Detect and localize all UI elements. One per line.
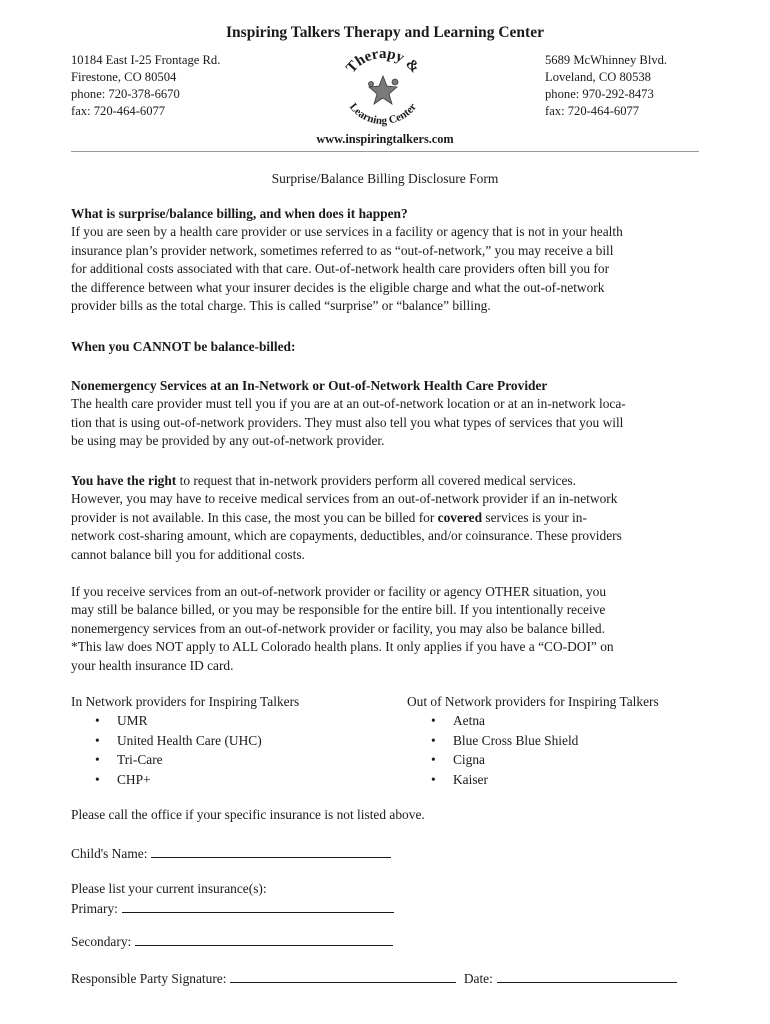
secondary-insurance-field[interactable] — [135, 931, 393, 946]
provider-name: Kaiser — [453, 771, 488, 787]
signature-row — [71, 968, 699, 988]
logo-bottom-text: Learning Center — [346, 100, 420, 128]
paragraph-line: your health insurance ID card. — [71, 657, 234, 673]
logo-top-text: Therapy & — [343, 46, 423, 77]
list-item — [407, 731, 659, 750]
secondary-label: Secondary: — [71, 934, 132, 949]
left-office-address — [71, 52, 220, 120]
signature-field[interactable] — [230, 968, 456, 983]
bullet-icon: • — [431, 752, 436, 768]
primary-row — [71, 898, 699, 918]
provider-name: Blue Cross Blue Shield — [453, 732, 579, 748]
bullet-icon: • — [431, 713, 436, 729]
star-figure-icon — [369, 76, 399, 104]
paragraph-line: the difference between what your insurer decides is the eligible charge and what the out-of-network — [71, 279, 605, 295]
logo — [333, 46, 433, 130]
primary-insurance-field[interactable] — [122, 898, 394, 913]
date-field[interactable] — [497, 968, 677, 983]
address-line: Firestone, CO 80504 — [71, 70, 177, 84]
paragraph-line: network cost-sharing amount, which are copayments, deductibles, and/or coinsurance. These providers — [71, 528, 622, 544]
section-other-situations — [71, 583, 699, 675]
list-item — [71, 731, 299, 750]
out-of-network-provider-list — [407, 692, 659, 789]
provider-name: Cigna — [453, 752, 485, 768]
child-name-label: Child's Name: — [71, 846, 148, 861]
organization-title: Inspiring Talkers Therapy and Learning Center — [226, 24, 544, 41]
fax-line: fax: 720-464-6077 — [545, 104, 640, 118]
insurance-section — [71, 880, 699, 919]
right-office-address — [545, 52, 667, 120]
paragraph-line: may still be balance billed, or you may be responsible for the entire bill. If you intentionally receive — [71, 602, 606, 618]
list-item — [407, 770, 659, 789]
website-link[interactable]: www.inspiringtalkers.com — [316, 132, 454, 146]
provider-name: United Health Care (UHC) — [117, 732, 262, 748]
list-item — [407, 750, 659, 769]
svg-text:Learning Center — [347, 101, 419, 127]
provider-name: CHP+ — [117, 771, 151, 787]
paragraph-line — [71, 472, 699, 490]
provider-name: UMR — [117, 713, 148, 729]
bullet-icon: • — [95, 752, 100, 768]
in-network-provider-list — [71, 692, 299, 789]
bold-word: covered — [437, 509, 483, 525]
list-item — [71, 711, 299, 730]
bullet-icon: • — [95, 771, 100, 787]
text-span: provider is not available. In this case, the most you can be billed for — [71, 509, 438, 525]
paragraph-line: tion that is using out-of-network providers. They must also tell you what types of services that you will — [71, 414, 624, 430]
section-nonemergency-services — [71, 377, 699, 451]
bullet-icon: • — [95, 713, 100, 729]
paragraph-line: cannot balance bill you for additional costs. — [71, 546, 305, 562]
call-office-note: Please call the office if your specific insurance is not listed above. — [71, 807, 425, 822]
bullet-icon: • — [431, 771, 436, 787]
provider-name: Aetna — [453, 713, 485, 729]
form-title: Surprise/Balance Billing Disclosure Form — [271, 171, 499, 186]
header-divider — [71, 151, 699, 152]
paragraph-line: If you receive services from an out-of-network provider or facility or agency OTHER situation, you — [71, 584, 607, 599]
paragraph-line — [71, 509, 699, 527]
paragraph-line: However, you may have to receive medical services from an out-of-network provider if an in-network — [71, 491, 618, 507]
section-heading: What is surprise/balance billing, and when does it happen? — [71, 206, 408, 221]
phone-line: phone: 970-292-8473 — [545, 87, 654, 101]
paragraph-line: *This law does NOT apply to ALL Colorado health plans. It only applies if you have a “CO-DOI” on — [71, 639, 614, 655]
list-heading: In Network providers for Inspiring Talkers — [71, 694, 300, 709]
paragraph-line: be using may be provided by any out-of-network provider. — [71, 433, 385, 449]
list-item — [71, 750, 299, 769]
section-heading: Nonemergency Services at an In-Network or Out-of-Network Health Care Provider — [71, 378, 548, 393]
list-item — [71, 770, 299, 789]
bold-lead: You have the right — [71, 473, 177, 488]
section-heading-cannot-be-billed: When you CANNOT be balance-billed: — [71, 339, 296, 354]
section-what-is-balance-billing — [71, 205, 699, 315]
paragraph-line: nonemergency services from an out-of-network provider or facility, you may also be balance billed. — [71, 620, 605, 636]
section-your-rights — [71, 472, 699, 564]
signature-label: Responsible Party Signature: — [71, 971, 227, 986]
child-name-field[interactable] — [151, 843, 391, 858]
bullet-icon: • — [431, 732, 436, 748]
paragraph-line: insurance plan’s provider network, sometimes referred to as “out-of-network,” you may receive a bill — [71, 242, 614, 258]
paragraph-line: provider bills as the total charge. This is called “surprise” or “balance” billing. — [71, 298, 491, 314]
date-label: Date: — [463, 971, 493, 986]
text-span: services is your in- — [482, 509, 587, 525]
address-line: 5689 McWhinney Blvd. — [545, 53, 668, 67]
secondary-row — [71, 931, 699, 951]
list-item — [407, 711, 659, 730]
paragraph-line: for additional costs associated with that care. Out-of-network health care providers often bill you for — [71, 261, 610, 277]
primary-label: Primary: — [71, 901, 118, 917]
list-heading: Out of Network providers for Inspiring Talkers — [407, 694, 659, 709]
paragraph-line: If you are seen by a health care provider or use services in a facility or agency that is not in your health — [71, 224, 623, 240]
provider-name: Tri-Care — [117, 752, 163, 768]
bullet-icon: • — [95, 732, 100, 748]
text-span: to request that in-network providers perform all covered medical services. — [176, 473, 576, 488]
paragraph-line: The health care provider must tell you if you are at an out-of-network location or at an in-network loca- — [71, 396, 626, 412]
address-line: 10184 East I-25 Frontage Rd. — [71, 53, 221, 67]
address-line: Loveland, CO 80538 — [545, 70, 651, 84]
insurance-prompt: Please list your current insurance(s): — [71, 881, 267, 896]
child-name-row — [71, 843, 699, 863]
phone-line: phone: 720-378-6670 — [71, 87, 180, 101]
fax-line: fax: 720-464-6077 — [71, 104, 166, 118]
svg-text:Therapy & — [343, 46, 422, 76]
